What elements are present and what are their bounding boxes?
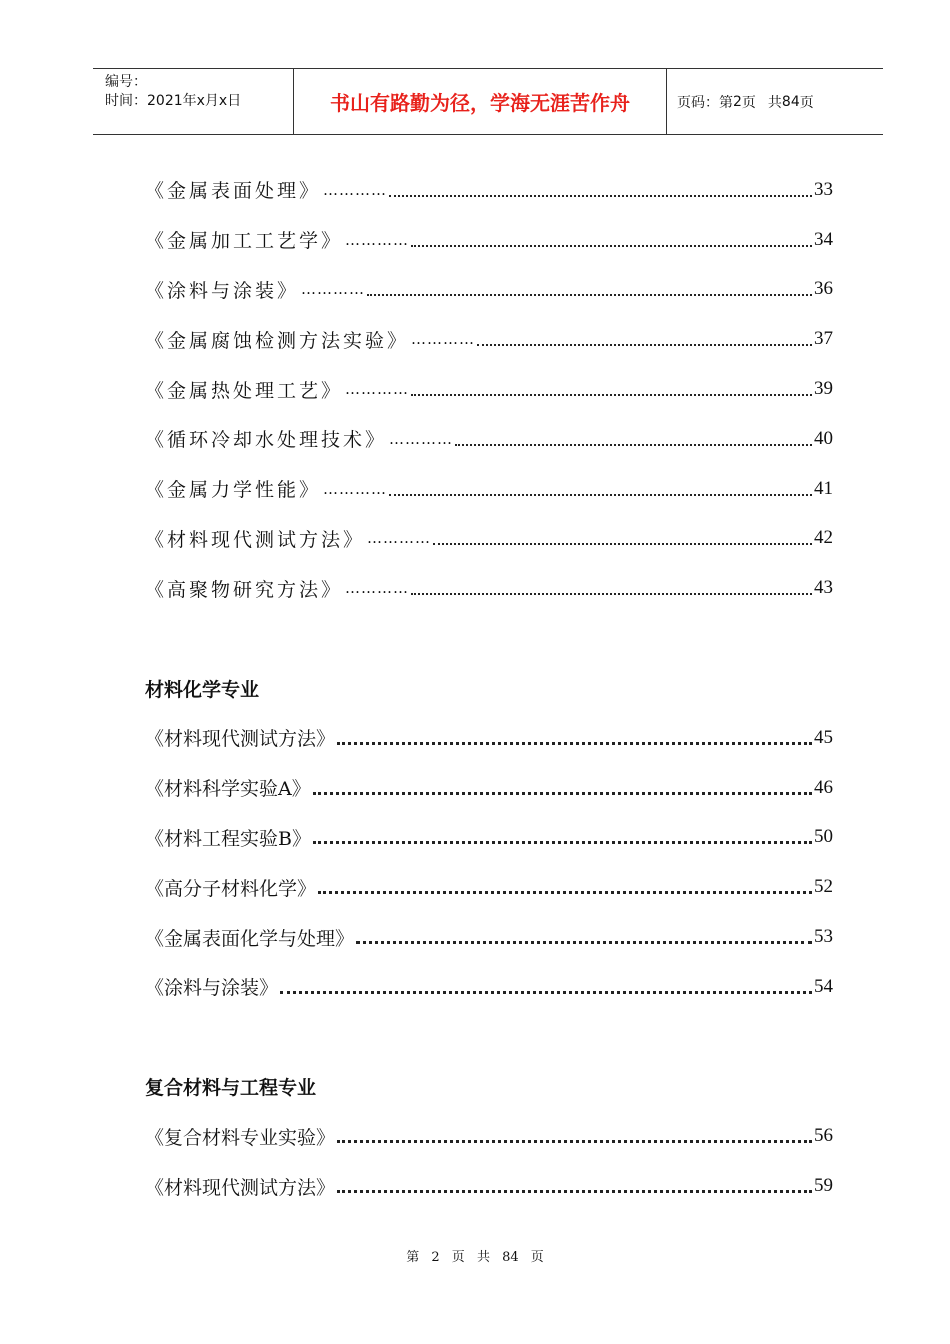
footer-total-unit: 页: [530, 1250, 544, 1265]
toc-leader: [455, 428, 812, 450]
toc-entry-gap: …………: [367, 529, 432, 548]
toc-entry-gap: …………: [411, 330, 476, 349]
toc-leader: [477, 328, 812, 350]
toc-entry-page: 43: [814, 577, 833, 599]
toc-entry-page: 36: [814, 278, 833, 300]
toc-entry[interactable]: [145, 464, 833, 514]
toc-entry-title: 《金属表面化学与处理》: [145, 927, 355, 950]
toc-entry-title: 《金属表面处理》: [145, 180, 322, 203]
section-title-materials-chemistry: 材料化学专业: [145, 678, 260, 701]
toc-leader: [337, 1125, 812, 1147]
toc-leader: [389, 179, 812, 201]
toc-leader: [356, 926, 812, 948]
toc-entry-gap: …………: [345, 230, 410, 249]
page-unit: 页: [741, 94, 756, 111]
toc-entry-title: 《材料现代测试方法》: [145, 1176, 336, 1199]
footer-total: 84: [502, 1250, 519, 1265]
toc-entry-title: 《材料现代测试方法》: [145, 728, 336, 751]
page-footer: [0, 1246, 950, 1265]
toc-entry-page: 59: [814, 1175, 833, 1197]
toc-leader: [318, 876, 812, 898]
toc-entry-title: 《金属热处理工艺》: [145, 379, 344, 402]
toc-entry-page: 40: [814, 427, 833, 449]
footer-prefix: 第: [406, 1250, 420, 1265]
toc-leader: [280, 976, 812, 998]
toc-entry[interactable]: [145, 364, 833, 414]
toc-leader: [411, 229, 812, 251]
toc-entry-title: 《循环冷却水处理技术》: [145, 429, 388, 452]
toc-entry-gap: …………: [323, 180, 388, 199]
toc-entry[interactable]: [145, 314, 833, 364]
toc-entry-page: 42: [814, 527, 833, 549]
toc-entry-title: 《复合材料专业实验》: [145, 1126, 336, 1149]
toc-leader: [367, 278, 812, 300]
page-info-prefix: 页码：第: [677, 94, 733, 111]
toc-leader: [389, 478, 812, 500]
toc-entry[interactable]: [145, 1112, 833, 1162]
toc-entry-title: 《金属腐蚀检测方法实验》: [145, 329, 410, 352]
table-of-contents: [145, 165, 833, 1211]
toc-entry-page: 33: [814, 178, 833, 200]
code-label: 编号：: [105, 74, 147, 90]
toc-entry-gap: …………: [345, 380, 410, 399]
toc-entry-page: 50: [814, 826, 833, 848]
toc-leader: [337, 1175, 812, 1197]
header-meta: [93, 69, 294, 134]
toc-entry[interactable]: [145, 962, 833, 1012]
toc-entry-title: 《高聚物研究方法》: [145, 578, 344, 601]
toc-entry[interactable]: [145, 862, 833, 912]
toc-entry-gap: …………: [345, 579, 410, 598]
toc-entry[interactable]: [145, 265, 833, 315]
toc-entry-page: 54: [814, 975, 833, 997]
toc-entry-title: 《材料科学实验A》: [145, 778, 311, 801]
footer-unit: 页: [451, 1250, 465, 1265]
header-motto: 书山有路勤为径，学海无涯苦作舟: [294, 69, 667, 134]
toc-leader: [411, 577, 812, 599]
toc-entry-gap: …………: [323, 479, 388, 498]
toc-entry-page: 45: [814, 726, 833, 748]
toc-entry-gap: …………: [301, 280, 366, 299]
toc-entry[interactable]: [145, 563, 833, 613]
toc-entry-page: 53: [814, 926, 833, 948]
toc-entry[interactable]: [145, 215, 833, 265]
toc-entry-title: 《涂料与涂装》: [145, 977, 279, 1000]
toc-leader: [411, 378, 812, 400]
footer-current: 2: [431, 1250, 440, 1265]
toc-entry-title: 《金属加工工艺学》: [145, 230, 344, 253]
toc-entry[interactable]: [145, 713, 833, 763]
toc-leader: [337, 727, 812, 749]
toc-entry-title: 《涂料与涂装》: [145, 279, 300, 302]
page-total: 84: [781, 93, 800, 110]
page-total-prefix: 共: [767, 94, 782, 111]
toc-entry[interactable]: [145, 165, 833, 215]
toc-entry-title: 《高分子材料化学》: [145, 877, 317, 900]
footer-total-prefix: 共: [476, 1250, 490, 1265]
toc-entry-title: 《材料工程实验B》: [145, 827, 311, 850]
page-header: [93, 68, 883, 135]
toc-entry-title: 《金属力学性能》: [145, 479, 322, 502]
toc-entry[interactable]: [145, 414, 833, 464]
toc-entry[interactable]: [145, 1161, 833, 1211]
toc-entry-title: 《材料现代测试方法》: [145, 528, 366, 551]
time-label: 时间：2021年x月x日: [105, 93, 242, 109]
header-page-info: [667, 69, 883, 134]
toc-entry[interactable]: [145, 514, 833, 564]
page-total-unit: 页: [799, 94, 814, 111]
toc-entry-page: 56: [814, 1125, 833, 1147]
toc-entry-page: 52: [814, 876, 833, 898]
toc-entry[interactable]: [145, 813, 833, 863]
toc-leader: [313, 777, 812, 799]
page-current: 2: [733, 93, 742, 110]
toc-entry[interactable]: [145, 763, 833, 813]
toc-leader: [313, 826, 812, 848]
toc-leader: [433, 527, 812, 549]
toc-entry-page: 37: [814, 328, 833, 350]
toc-entry-page: 46: [814, 776, 833, 798]
toc-entry-gap: …………: [389, 429, 454, 448]
toc-entry-page: 34: [814, 228, 833, 250]
toc-entry-page: 39: [814, 378, 833, 400]
toc-entry[interactable]: [145, 912, 833, 962]
toc-entry-page: 41: [814, 477, 833, 499]
section-title-composite-materials: 复合材料与工程专业: [145, 1077, 317, 1100]
